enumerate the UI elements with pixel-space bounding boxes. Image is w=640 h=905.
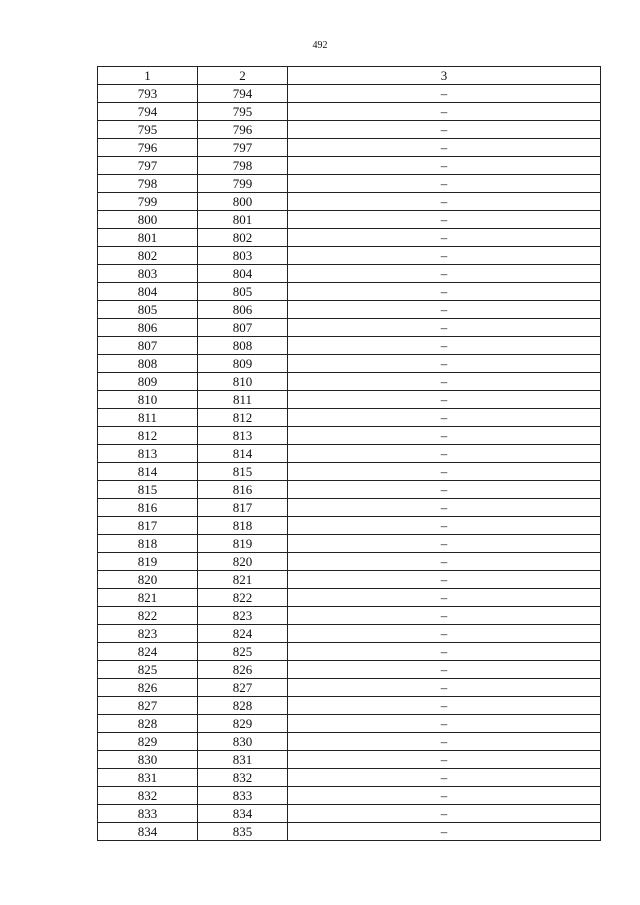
table-cell-2: 804 — [198, 265, 288, 283]
table-cell-2: 830 — [198, 733, 288, 751]
table-cell-dash: – — [288, 769, 601, 787]
table-row — [98, 409, 601, 427]
table-header-row — [98, 67, 601, 85]
table-cell-2: 794 — [198, 85, 288, 103]
table-cell-2: 805 — [198, 283, 288, 301]
table-cell-2: 827 — [198, 679, 288, 697]
table-cell-dash: – — [288, 463, 601, 481]
table-cell-dash: – — [288, 661, 601, 679]
table-cell-dash: – — [288, 211, 601, 229]
table-cell-dash: – — [288, 805, 601, 823]
table-cell-2: 833 — [198, 787, 288, 805]
table-cell-dash: – — [288, 445, 601, 463]
table-cell-1: 804 — [98, 283, 198, 301]
table-row — [98, 697, 601, 715]
table-cell-dash: – — [288, 823, 601, 841]
table-cell-2: 799 — [198, 175, 288, 193]
table-row — [98, 157, 601, 175]
table-cell-2: 815 — [198, 463, 288, 481]
table-cell-2: 798 — [198, 157, 288, 175]
table-cell-1: 802 — [98, 247, 198, 265]
table-cell-dash: – — [288, 589, 601, 607]
table-cell-1: 832 — [98, 787, 198, 805]
table-cell-2: 812 — [198, 409, 288, 427]
table-cell-1: 814 — [98, 463, 198, 481]
table-cell-2: 800 — [198, 193, 288, 211]
table-cell-2: 824 — [198, 625, 288, 643]
table-cell-1: 818 — [98, 535, 198, 553]
column-header-1: 1 — [98, 67, 198, 85]
table-cell-1: 798 — [98, 175, 198, 193]
table-row — [98, 733, 601, 751]
table-row — [98, 85, 601, 103]
table-cell-1: 822 — [98, 607, 198, 625]
column-header-3: 3 — [288, 67, 601, 85]
table-cell-1: 799 — [98, 193, 198, 211]
table-cell-dash: – — [288, 643, 601, 661]
table-cell-2: 832 — [198, 769, 288, 787]
table-row — [98, 805, 601, 823]
table-cell-dash: – — [288, 319, 601, 337]
table-cell-2: 828 — [198, 697, 288, 715]
table-cell-1: 805 — [98, 301, 198, 319]
table-cell-1: 809 — [98, 373, 198, 391]
table-cell-2: 807 — [198, 319, 288, 337]
table-cell-dash: – — [288, 265, 601, 283]
table-row — [98, 121, 601, 139]
table-row — [98, 679, 601, 697]
table-row — [98, 391, 601, 409]
table-cell-dash: – — [288, 787, 601, 805]
data-table — [97, 66, 601, 841]
table-cell-2: 819 — [198, 535, 288, 553]
table-cell-dash: – — [288, 301, 601, 319]
column-header-2: 2 — [198, 67, 288, 85]
table-cell-1: 793 — [98, 85, 198, 103]
table-cell-dash: – — [288, 517, 601, 535]
table-cell-1: 796 — [98, 139, 198, 157]
table-cell-1: 821 — [98, 589, 198, 607]
table-cell-2: 822 — [198, 589, 288, 607]
table-cell-1: 815 — [98, 481, 198, 499]
table-cell-dash: – — [288, 139, 601, 157]
table-row — [98, 373, 601, 391]
table-cell-1: 825 — [98, 661, 198, 679]
table-row — [98, 769, 601, 787]
table-cell-1: 820 — [98, 571, 198, 589]
table-cell-dash: – — [288, 247, 601, 265]
table-cell-1: 819 — [98, 553, 198, 571]
table-row — [98, 499, 601, 517]
table-cell-2: 823 — [198, 607, 288, 625]
table-cell-2: 817 — [198, 499, 288, 517]
table-row — [98, 787, 601, 805]
table-cell-2: 825 — [198, 643, 288, 661]
table-cell-2: 796 — [198, 121, 288, 139]
table-cell-2: 834 — [198, 805, 288, 823]
table-row — [98, 571, 601, 589]
table-row — [98, 211, 601, 229]
table-cell-dash: – — [288, 751, 601, 769]
table-cell-1: 827 — [98, 697, 198, 715]
table-cell-dash: – — [288, 427, 601, 445]
table-cell-2: 835 — [198, 823, 288, 841]
table-cell-2: 818 — [198, 517, 288, 535]
table-cell-dash: – — [288, 175, 601, 193]
table-row — [98, 229, 601, 247]
table-cell-dash: – — [288, 157, 601, 175]
table-row — [98, 463, 601, 481]
table-row — [98, 445, 601, 463]
table-cell-dash: – — [288, 373, 601, 391]
table-cell-1: 833 — [98, 805, 198, 823]
table-row — [98, 265, 601, 283]
table-cell-2: 810 — [198, 373, 288, 391]
table-row — [98, 175, 601, 193]
table-cell-dash: – — [288, 553, 601, 571]
table-cell-dash: – — [288, 607, 601, 625]
table-body — [98, 85, 601, 841]
table-cell-1: 826 — [98, 679, 198, 697]
table-row — [98, 481, 601, 499]
table-cell-2: 821 — [198, 571, 288, 589]
table-cell-dash: – — [288, 283, 601, 301]
table-cell-1: 806 — [98, 319, 198, 337]
table-cell-dash: – — [288, 571, 601, 589]
table-cell-dash: – — [288, 697, 601, 715]
table-cell-2: 820 — [198, 553, 288, 571]
table-cell-dash: – — [288, 391, 601, 409]
table-cell-1: 795 — [98, 121, 198, 139]
table-cell-dash: – — [288, 535, 601, 553]
table-cell-2: 831 — [198, 751, 288, 769]
table-cell-dash: – — [288, 499, 601, 517]
table-cell-1: 817 — [98, 517, 198, 535]
table-row — [98, 823, 601, 841]
table-cell-dash: – — [288, 85, 601, 103]
table-cell-1: 797 — [98, 157, 198, 175]
table-cell-2: 797 — [198, 139, 288, 157]
table-row — [98, 301, 601, 319]
table-cell-dash: – — [288, 337, 601, 355]
table-row — [98, 283, 601, 301]
table-cell-dash: – — [288, 715, 601, 733]
table-cell-2: 801 — [198, 211, 288, 229]
table-cell-1: 829 — [98, 733, 198, 751]
table-cell-1: 813 — [98, 445, 198, 463]
table-row — [98, 553, 601, 571]
table-cell-dash: – — [288, 481, 601, 499]
table-cell-1: 831 — [98, 769, 198, 787]
table-row — [98, 337, 601, 355]
table-cell-1: 828 — [98, 715, 198, 733]
table-row — [98, 589, 601, 607]
table-cell-dash: – — [288, 679, 601, 697]
table-cell-dash: – — [288, 625, 601, 643]
table-row — [98, 625, 601, 643]
table-cell-dash: – — [288, 193, 601, 211]
table-cell-dash: – — [288, 103, 601, 121]
table-row — [98, 139, 601, 157]
table-row — [98, 643, 601, 661]
table-cell-1: 808 — [98, 355, 198, 373]
table-cell-2: 811 — [198, 391, 288, 409]
table-cell-1: 807 — [98, 337, 198, 355]
table-cell-dash: – — [288, 355, 601, 373]
table-cell-2: 813 — [198, 427, 288, 445]
table-cell-1: 812 — [98, 427, 198, 445]
table-cell-1: 830 — [98, 751, 198, 769]
table-cell-2: 803 — [198, 247, 288, 265]
table-cell-dash: – — [288, 121, 601, 139]
table-row — [98, 319, 601, 337]
page-number: 492 — [312, 40, 328, 51]
table-cell-2: 816 — [198, 481, 288, 499]
table-row — [98, 517, 601, 535]
table-cell-1: 834 — [98, 823, 198, 841]
table-cell-1: 800 — [98, 211, 198, 229]
table-cell-1: 794 — [98, 103, 198, 121]
table-cell-dash: – — [288, 229, 601, 247]
table-cell-1: 823 — [98, 625, 198, 643]
table-cell-1: 803 — [98, 265, 198, 283]
table-cell-1: 824 — [98, 643, 198, 661]
table-cell-dash: – — [288, 733, 601, 751]
table-cell-1: 816 — [98, 499, 198, 517]
table-row — [98, 193, 601, 211]
table-row — [98, 103, 601, 121]
table-row — [98, 535, 601, 553]
table-cell-2: 826 — [198, 661, 288, 679]
table-cell-2: 808 — [198, 337, 288, 355]
table-cell-2: 802 — [198, 229, 288, 247]
table-cell-2: 806 — [198, 301, 288, 319]
table-row — [98, 661, 601, 679]
table-cell-dash: – — [288, 409, 601, 427]
table-cell-2: 809 — [198, 355, 288, 373]
table-row — [98, 247, 601, 265]
table-cell-1: 810 — [98, 391, 198, 409]
table-cell-2: 814 — [198, 445, 288, 463]
table-cell-1: 801 — [98, 229, 198, 247]
table-cell-1: 811 — [98, 409, 198, 427]
table-cell-2: 829 — [198, 715, 288, 733]
table-row — [98, 607, 601, 625]
table-row — [98, 751, 601, 769]
table-row — [98, 427, 601, 445]
table-row — [98, 715, 601, 733]
table-row — [98, 355, 601, 373]
table-cell-2: 795 — [198, 103, 288, 121]
